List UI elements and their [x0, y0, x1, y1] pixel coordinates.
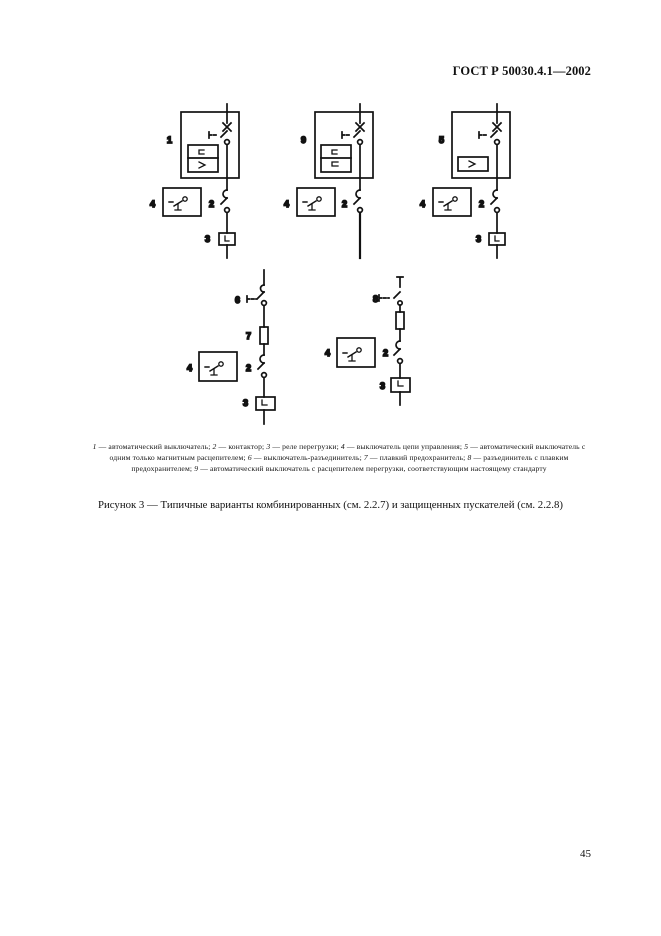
fuse-box: [396, 312, 404, 329]
legend-item: 6 — выключатель-разъединитель;: [247, 452, 364, 462]
label-d-2: 2: [246, 363, 252, 373]
circuit-breaker-box: [452, 112, 510, 178]
label-b-4: 4: [284, 199, 290, 209]
label-e-4: 4: [325, 348, 331, 358]
legend-item: 1 — автоматический выключатель;: [92, 442, 213, 451]
label-d-4: 4: [187, 363, 193, 373]
page-number: 45: [580, 848, 591, 860]
overload-relay-box: [489, 233, 505, 245]
legend-item: 5 — автоматический выключатель с одним только магнитным расцепителем;: [109, 442, 586, 462]
legend-item: 2 — контактор;: [212, 442, 267, 451]
label-a-2: 2: [209, 199, 215, 209]
label-e-3: 3: [380, 381, 386, 391]
trip-unit-box: [458, 157, 488, 171]
label-a-1: 1: [167, 135, 173, 145]
label-a-4: 4: [150, 199, 156, 209]
legend-item: 9 — автоматический выключатель с расцепителем перегрузки, соответствующим настоящему стандарту: [194, 463, 547, 473]
label-d-6: 6: [235, 295, 241, 305]
label-b-9: 9: [301, 135, 307, 145]
label-d-7: 7: [246, 331, 252, 341]
label-c-4: 4: [420, 199, 426, 209]
variant-a-circuit: [163, 104, 239, 258]
starter-variants-diagram: [0, 0, 661, 440]
overload-relay-box: [219, 233, 235, 245]
overload-relay-box: [391, 378, 410, 392]
label-c-5: 5: [439, 135, 445, 145]
figure-legend: [92, 442, 586, 474]
figure-caption: Рисунок 3 — Типичные варианты комбинированных (см. 2.2.7) и защищенных пускателей (см. 2.2.8): [97, 499, 563, 511]
variant-d-circuit: [199, 270, 275, 424]
label-a-3: 3: [205, 234, 211, 244]
label-b-2: 2: [342, 199, 348, 209]
label-c-3: 3: [476, 234, 482, 244]
legend-item: 3 — реле перегрузки;: [266, 442, 341, 451]
label-d-3: 3: [243, 398, 249, 408]
fuse-box: [260, 327, 268, 344]
legend-item: 7 — плавкий предохранитель;: [363, 452, 468, 462]
legend-item: 4 — выключатель цепи управления;: [340, 442, 465, 451]
overload-relay-box: [256, 397, 275, 410]
label-e-8: 8: [373, 294, 379, 304]
label-e-2: 2: [383, 348, 389, 358]
label-c-2: 2: [479, 199, 485, 209]
variant-b-circuit: [297, 104, 373, 258]
document-number: ГОСТ Р 50030.4.1—2002: [452, 64, 591, 78]
legend-item: 8 — разъединитель с плавким предохранителем;: [131, 452, 569, 473]
variant-c-circuit: [433, 104, 510, 258]
